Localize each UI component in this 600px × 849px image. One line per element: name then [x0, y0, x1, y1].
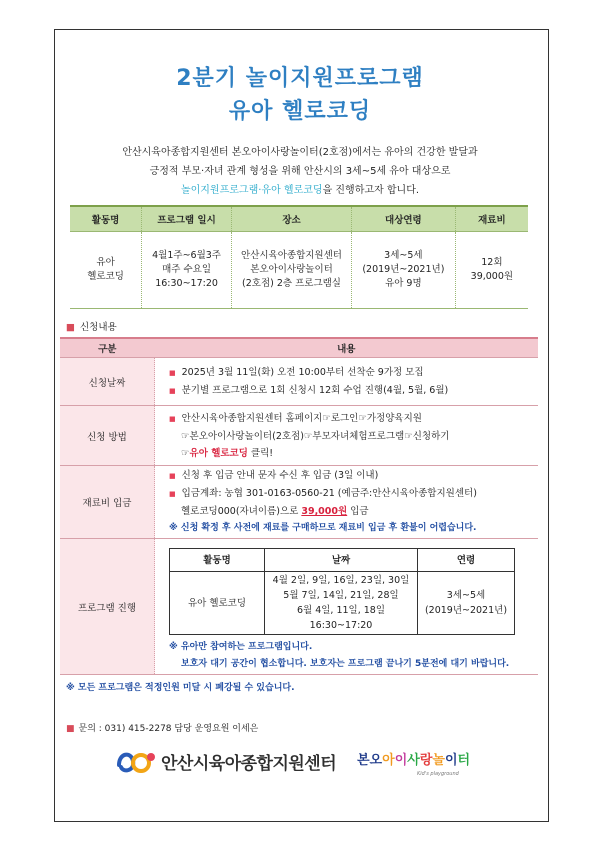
- row-apply-date: 신청날짜 ■ 2025년 3월 11일(화) 오전 10:00부터 선착순 9가정 모집 ■ 분기별 프로그램으로 1회 신청시 12회 수업 진행(4월, 5월, 6월): [60, 358, 538, 406]
- bullet-icon: ■: [66, 322, 75, 333]
- sub-dates: 4월 2일, 9일, 16일, 23일, 30일 5월 7일, 14일, 21일, 28일 6월 4일, 11일, 18일 16:30~17:20: [265, 572, 418, 635]
- cell-place: 안산시육아종합지원센터 본오아이사랑놀이터 (2호점) 2층 프로그램실: [231, 232, 351, 309]
- sub-activity: 유아 헬로코딩: [170, 572, 265, 635]
- row-program-progress: [60, 539, 538, 675]
- cell-schedule: 4월1주~6월3주 매주 수요일 16:30~17:20: [142, 232, 232, 309]
- refund-notice: ※ 신청 확정 후 사전에 재료를 구매하므로 재료비 입금 후 환불이 어렵습니다.: [169, 523, 477, 533]
- application-table: [60, 337, 538, 675]
- title-line-1: 2분기 놀이지원프로그램: [176, 66, 424, 91]
- child-only-note: ※ 유아만 참여하는 프로그램입니다.: [169, 642, 313, 652]
- intro-line-2: 긍정적 부모·자녀 관계 형성을 위해 안산시의 3세~5세 유아 대상으로: [149, 166, 451, 177]
- header-activity: 활동명: [70, 206, 142, 232]
- bullet-icon: ■: [169, 472, 176, 480]
- label-program-progress: 프로그램 진행: [60, 539, 155, 675]
- intro-text: [70, 143, 530, 200]
- header-schedule: 프로그램 일시: [142, 206, 232, 232]
- header-age: 대상연령: [352, 206, 456, 232]
- intro-line-1: 안산시육아종합지원센터 본오아이사랑놀이터(2호점)에서는 유아의 건강한 발달과: [122, 147, 478, 158]
- label-apply-date: 신청날짜: [60, 358, 155, 406]
- contact-info: ■ 문의 : 031) 415-2278 담당 운영요원 이세은: [66, 724, 259, 734]
- footer-logo: [115, 743, 505, 779]
- header-content: 내용: [155, 338, 539, 358]
- bullet-icon: ■: [169, 368, 176, 377]
- bullet-icon: ■: [66, 724, 75, 734]
- section-heading: ■ 신청내용: [66, 322, 117, 333]
- header-place: 장소: [231, 206, 351, 232]
- intro-line-3-rest: 을 진행하고자 합니다.: [322, 185, 420, 196]
- bullet-icon: ■: [169, 414, 176, 423]
- program-link-text: 유아 헬로코딩: [189, 447, 248, 459]
- title-line-2: 유아 헬로코딩: [228, 99, 372, 124]
- playground-tagline: Kid's playground: [417, 771, 459, 777]
- header-category: 구분: [60, 338, 155, 358]
- label-fee-payment: 재료비 입금: [60, 466, 155, 539]
- bullet-icon: ■: [169, 490, 176, 498]
- intro-line-3: [70, 181, 530, 200]
- cancellation-note: ※ 모든 프로그램은 적정인원 미달 시 폐강될 수 있습니다.: [66, 683, 295, 693]
- playground-name: 본오아이사랑놀이터: [357, 753, 471, 768]
- center-logo-icon: [115, 747, 157, 777]
- bullet-icon: ■: [169, 386, 176, 395]
- cell-fee: 12회 39,000원: [455, 232, 528, 309]
- label-apply-method: 신청 방법: [60, 406, 155, 466]
- fee-amount: 39,000원: [301, 506, 348, 517]
- sub-age: 3세~5세 (2019년~2021년): [418, 572, 515, 635]
- row-fee-payment: 재료비 입금 ■ 신청 후 입금 안내 문자 수신 후 입금 (3일 이내) ■ 입금계좌: 농협 301-0163-0560-21 (예금주:안산시육아종합지원센터) 헬로코딩000(자녀이름)으로 39,000원 입금 ※ 신청 확정 후 사전에 재료를 구매하므로 재료비 입금 후 환불이 어렵습니다.: [60, 466, 538, 539]
- header-fee: 재료비: [455, 206, 528, 232]
- intro-highlight: 놀이지원프로그램·유아 헬로코딩: [180, 185, 323, 196]
- guardian-note: 보호자 대기 공간이 협소합니다. 보호자는 프로그램 끝나기 5분전에 대기 바랍니다.: [181, 659, 510, 669]
- row-apply-method: 신청 방법 ■ 안산시육아종합지원센터 홈페이지☞로그인☞가정양육지원 ☞본오아이사랑놀이터(2호점)☞부모자녀체험프로그램☞신청하기 ☞유아 헬로코딩 클릭!: [60, 406, 538, 466]
- cell-activity: 유아 헬로코딩: [70, 232, 142, 309]
- schedule-subtable: 활동명 날짜 연령 유아 헬로코딩 4월 2일, 9일, 16일, 23일, 30일 5월 7일, 14일, 21일, 28일 6월 4일, 11일, 18일 16:30~17:20 3세~5세 (2019년~2021년): [169, 548, 515, 635]
- center-name: 안산시육아종합지원센터: [161, 754, 337, 774]
- program-info-table: [70, 205, 528, 309]
- cell-age: 3세~5세 (2019년~2021년) 유아 9명: [352, 232, 456, 309]
